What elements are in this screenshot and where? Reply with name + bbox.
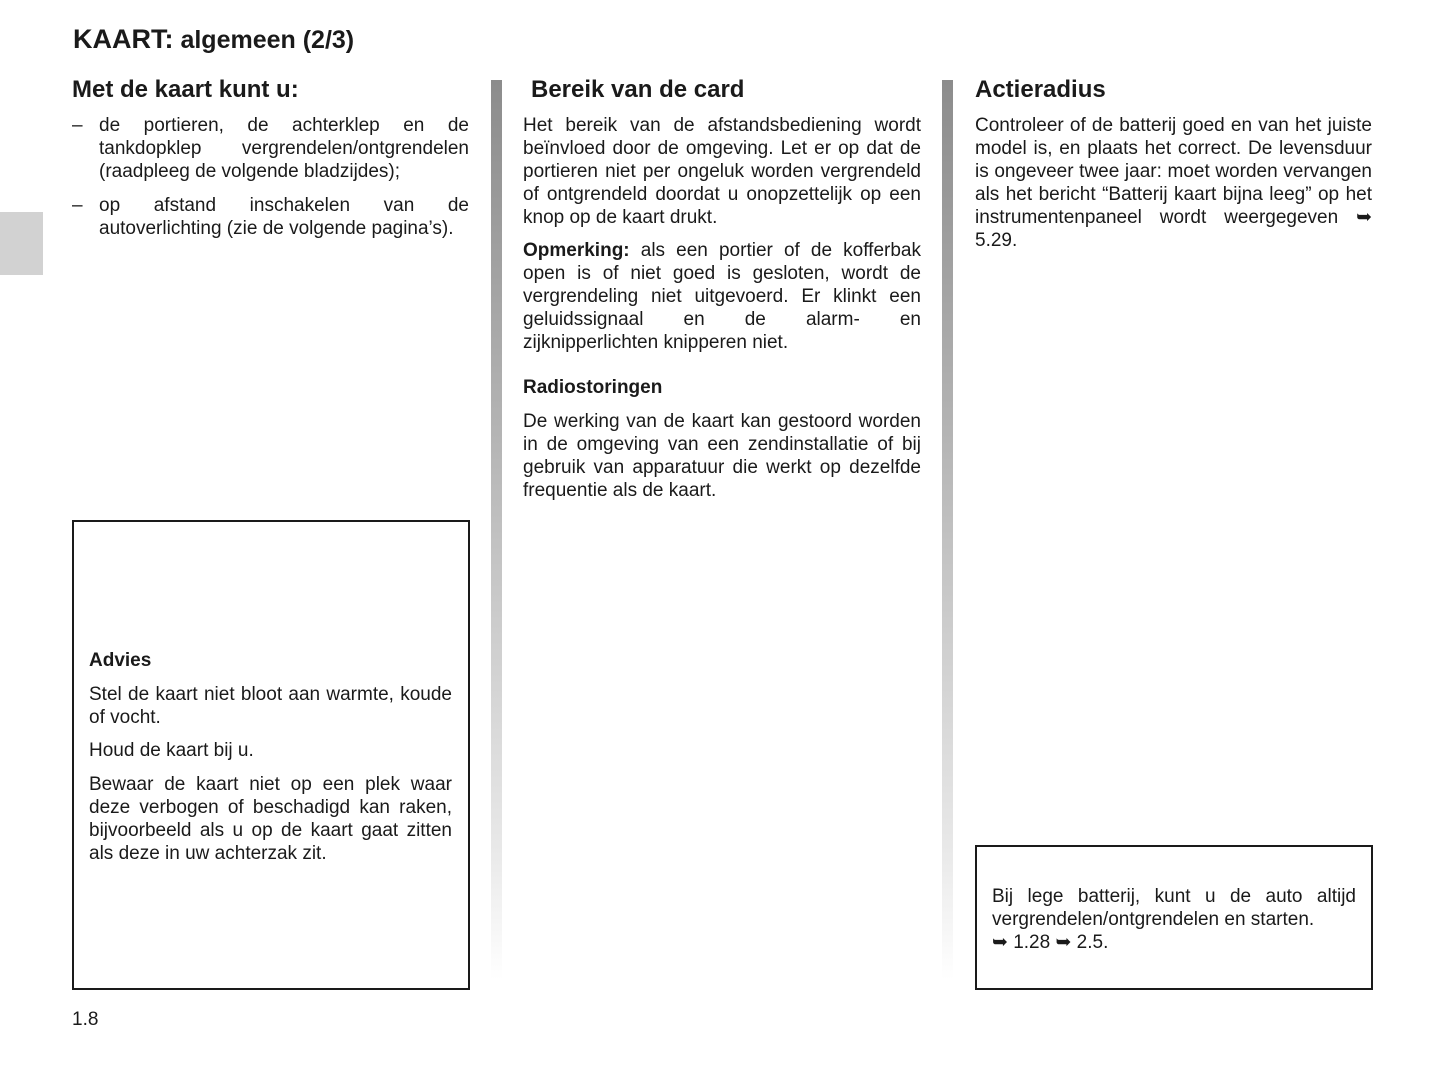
battery-box-text [992, 885, 1356, 954]
page-reference-link[interactable]: ➥ 5.29. [975, 207, 1373, 251]
battery-text: Controleer of de batterij goed en van het juiste model is, en plaats het correct. De levensduur is ongeveer twee jaar: moet worden vervangen als het bericht “Batterij kaart bijna leeg” op het instrumentenpaneel wordt weergegeven [975, 115, 1372, 228]
advice-paragraph: Bewaar de kaart niet op een plek waar deze verbogen of beschadigd kan raken, bijvoorbeeld als u op de kaart gaat zitten als deze in uw achterzak zit. [89, 774, 452, 864]
list-item-text: de portieren, de achterklep en de tankdopklep vergrendelen/ontgrendelen (raadpleeg de volgende bladzijdes); [99, 115, 469, 182]
note-text: als een portier of de kofferbak open is of niet goed is gesloten, wordt de vergrendeling niet uitgevoerd. Er klinkt een geluidssignaal en de alarm- en zijknipperlichten knipperen niet. [523, 240, 921, 353]
dash: – [72, 115, 83, 136]
radio-interference-heading: Radiostoringen [523, 377, 663, 398]
dash: – [72, 195, 83, 216]
battery-box-sentence: Bij lege batterij, kunt u de auto altijd vergrendelen/ontgrendelen en starten. [992, 886, 1356, 930]
advice-box [72, 520, 470, 990]
note-paragraph [523, 239, 921, 354]
battery-paragraph [975, 114, 1372, 252]
advice-title: Advies [89, 650, 152, 671]
section-tab-marker [0, 212, 43, 275]
column1-heading: Met de kaart kunt u: [72, 76, 299, 103]
advice-paragraph: Houd de kaart bij u. [89, 740, 254, 761]
list-item [72, 114, 469, 183]
page-title [73, 24, 354, 55]
column2-heading: Bereik van de card [531, 76, 745, 103]
column3-heading: Actieradius [975, 76, 1106, 103]
battery-info-box [975, 845, 1373, 990]
column-divider [942, 80, 953, 980]
list-item-text: op afstand inschakelen van de autoverlichting (zie de volgende pagina’s). [99, 195, 469, 239]
advice-paragraph: Stel de kaart niet bloot aan warmte, koude of vocht. [89, 684, 452, 728]
title-main: KAART: [73, 24, 174, 54]
title-rest: algemeen (2/3) [173, 26, 355, 54]
column-divider [491, 80, 502, 980]
range-paragraph: Het bereik van de afstandsbediening wordt beïnvloed door de omgeving. Let er op dat de portieren niet per ongeluk worden vergrendeld of ontgrendeld doordat u onopzettelijk op een knop op de kaart drukt. [523, 115, 921, 228]
radio-interference-paragraph: De werking van de kaart kan gestoord worden in de omgeving van een zendinstallatie of bij gebruik van apparatuur die werkt op dezelfde frequentie als de kaart. [523, 411, 921, 501]
page-number: 1.8 [72, 1009, 99, 1030]
list-item [72, 194, 469, 240]
note-label: Opmerking: [523, 240, 630, 261]
page-reference-link[interactable]: ➥ 1.28 ➥ 2.5. [992, 932, 1109, 953]
